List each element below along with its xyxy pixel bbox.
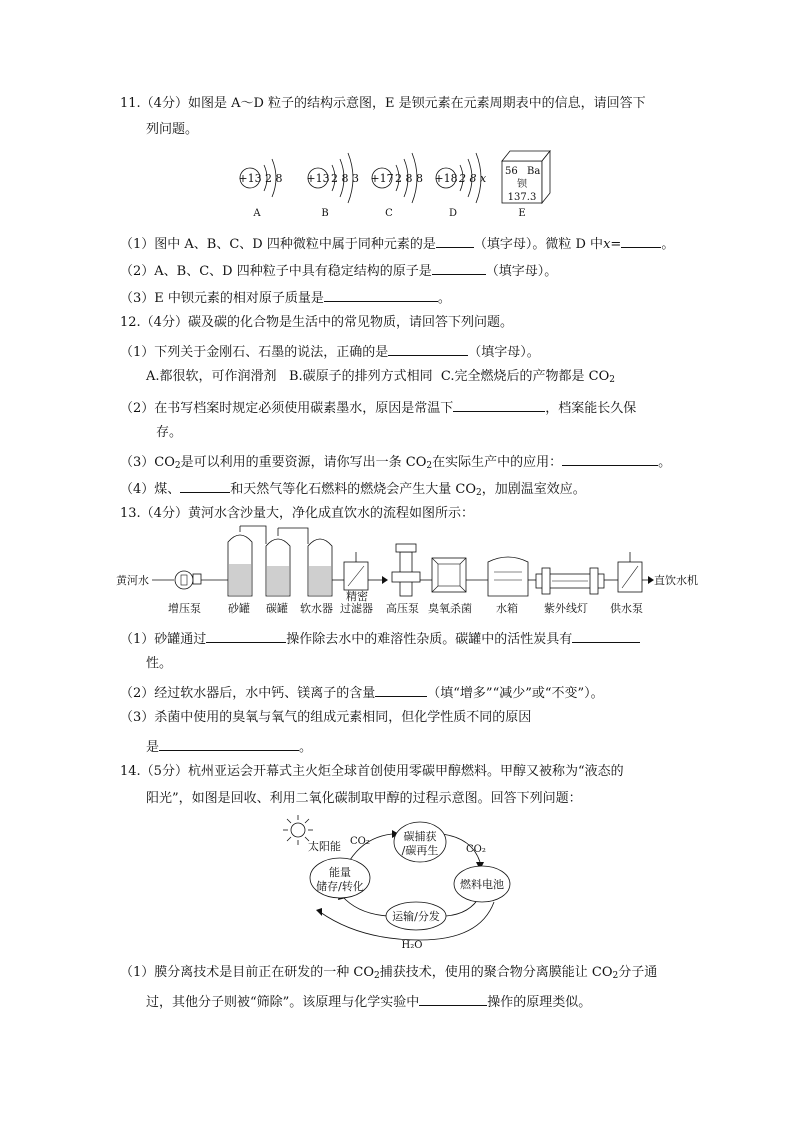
flow-input-label: 黄河水 <box>116 574 149 587</box>
atom-diagram-d <box>434 153 487 219</box>
q14-cycle-diagram <box>280 812 520 950</box>
q11-answer-blank-2[interactable] <box>621 233 661 248</box>
q14-answer-blank-1[interactable] <box>419 991 487 1006</box>
q12-part4-text-c: ，加剧温室效应。 <box>481 482 586 497</box>
q11-answer-blank-1[interactable] <box>436 233 474 248</box>
q11-part3 <box>120 287 451 308</box>
uv-lamp-icon <box>536 568 604 594</box>
element-number: 56 <box>505 166 518 177</box>
q13-part1 <box>120 628 640 649</box>
q14-part1-text-d: 过，其他分子则被“筛除”。该原理与化学实验中 <box>146 995 420 1010</box>
q13-part1-text-a: （1）砂罐通过 <box>120 632 207 647</box>
q12-options <box>146 368 615 389</box>
q13-part3-text-b: 是 <box>146 740 160 755</box>
atom-c-nucleus: +17 <box>370 172 394 185</box>
q12-part2-text-b: ，档案能长久保 <box>545 401 637 416</box>
q13-part2-text-b: （填“增多”“减少”或“不变”）。 <box>427 686 604 701</box>
q13-stem: 13.（4分）黄河水含沙量大，净化成直饮水的流程如图所示： <box>120 506 474 521</box>
atom-b-shells: 2 8 3 <box>331 172 359 185</box>
sand-tank-icon <box>228 526 252 596</box>
q11-part1-text-b: （填字母）。微粒 D 中 <box>473 237 604 252</box>
q12-part2-text-a: （2）在书写档案时规定必须使用碳素墨水，原因是常温下 <box>120 401 454 416</box>
q13-answer-blank-4[interactable] <box>159 736 299 751</box>
q14-part1-text-e: 操作的原理类似。 <box>487 995 592 1010</box>
atom-c-label: C <box>385 208 393 219</box>
element-cell-barium <box>502 151 550 219</box>
q14-part1-text-b: 捕获技术，使用的聚合物分离膜能让 CO <box>379 965 613 980</box>
q12-part2 <box>120 397 636 418</box>
flow-step-precision: 精密 <box>346 590 368 603</box>
softener-tank-icon <box>308 539 332 596</box>
q12-part4 <box>120 478 586 502</box>
q14-part1-cont <box>146 991 591 1012</box>
fuel-cell-label: 燃料电池 <box>460 878 504 891</box>
q13-answer-blank-2[interactable] <box>572 628 640 643</box>
q12-part1-text-a: （1）下列关于金刚石、石墨的说法，正确的是 <box>120 345 389 360</box>
atom-a-shells: 2 8 <box>265 172 283 185</box>
q13-part2-text-a: （2）经过软水器后，水中钙、镁离子的含量 <box>120 686 376 701</box>
q11-part2-text-b: （填字母）。 <box>485 264 558 279</box>
flow-step-filter: 过滤器 <box>340 602 373 615</box>
q13-answer-blank-3[interactable] <box>375 682 427 697</box>
supply-pump-icon <box>618 552 642 592</box>
q11-part2-text-a: （2）A、B、C、D 四种粒子中具有稳定结构的原子是 <box>120 264 432 279</box>
atom-c-shells: 2 8 8 <box>395 172 423 185</box>
co2-right-label: CO₂ <box>466 844 486 855</box>
q13-part2 <box>120 682 604 703</box>
flow-output-label: 直饮水机 <box>654 574 698 587</box>
q12-co2-subscript-1: 2 <box>174 461 181 471</box>
q11-part2 <box>120 260 557 281</box>
q14-part1 <box>120 964 657 985</box>
atom-d-shells: 2 8 x <box>459 172 487 185</box>
flow-step-booster-pump: 增压泵 <box>168 602 201 615</box>
atom-d-nucleus: +18 <box>434 172 458 185</box>
q11-answer-blank-4[interactable] <box>324 287 438 302</box>
energy-storage-label-1: 能量 <box>329 866 351 879</box>
q11-stem-line1: 11.（4分）如图是 A～D 粒子的结构示意图，E 是钡元素在元素周期表中的信息，请回答下 <box>120 96 646 111</box>
q12-stem: 12.（4分）碳及碳的化合物是生活中的常见物质，请回答下列问题。 <box>120 315 513 330</box>
q11-stem-line2: 列问题。 <box>146 122 199 137</box>
q11-part1-end: 。 <box>661 237 675 252</box>
solar-energy-label: 太阳能 <box>308 840 341 853</box>
atom-a-nucleus: +13 <box>238 172 262 185</box>
booster-pump-icon <box>175 571 201 589</box>
atom-diagram-a <box>238 159 282 219</box>
element-mass: 137.3 <box>507 192 537 203</box>
q11-part1-text-a: （1）图中 A、B、C、D 四种微粒中属于同种元素的是 <box>120 237 436 252</box>
carbon-capture-label-2: /碳再生 <box>401 844 439 857</box>
q12-part1-text-b: （填字母）。 <box>468 345 540 360</box>
q11-variable-x: x <box>603 237 611 252</box>
flow-step-ozone: 臭氧杀菌 <box>428 602 472 615</box>
atom-b-label: B <box>321 208 329 219</box>
q12-option-a: A.都很软，可作润滑剂 <box>146 369 277 384</box>
q13-part3: （3）杀菌中使用的臭氧与氧气的组成元素相同，但化学性质不同的原因 <box>120 710 532 725</box>
energy-storage-label-2: 储存/转化 <box>316 880 364 893</box>
q11-part3-text-a: （3）E 中钡元素的相对原子质量是 <box>120 291 324 306</box>
element-symbol: Ba <box>527 166 541 177</box>
transport-label: 运输/分发 <box>392 910 440 923</box>
q12-part2-cont: 存。 <box>156 425 183 440</box>
atom-b-nucleus: +13 <box>306 172 330 185</box>
transport-node <box>386 902 446 930</box>
q13-part3-end: 。 <box>299 740 313 755</box>
q12-option-b: B.碳原子的排列方式相同 <box>288 369 433 384</box>
carbon-capture-node <box>394 822 446 862</box>
q11-answer-blank-3[interactable] <box>432 260 486 275</box>
carbon-capture-label-1: 碳捕获 <box>403 830 437 843</box>
flow-step-water-tank: 水箱 <box>496 602 518 615</box>
water-label: H₂O <box>401 940 423 950</box>
q11-structure-figure <box>230 143 560 221</box>
co2-left-label: CO₂ <box>350 836 370 847</box>
q12-option-c-subscript: 2 <box>609 375 615 385</box>
flow-step-carbon-tank: 碳罐 <box>266 602 288 615</box>
q12-co2-subscript-3: 2 <box>476 488 482 498</box>
fuel-cell-node <box>454 866 510 902</box>
q13-part3-cont <box>146 736 312 757</box>
q11-part1 <box>120 233 674 254</box>
element-name: 钡 <box>517 179 527 190</box>
q13-flow-diagram <box>116 524 716 620</box>
q11-part3-end: 。 <box>437 291 451 306</box>
q14-stem-line1: 14.（5分）杭州亚运会开幕式主火炬全球首创使用零碳甲醇燃料。甲醇又被称为“液态的 <box>120 764 624 779</box>
atom-diagram-c <box>370 153 423 219</box>
q12-answer-blank-1[interactable] <box>388 341 468 356</box>
q14-co2-subscript-2: 2 <box>612 971 619 981</box>
carbon-tank-icon <box>266 528 290 596</box>
flow-step-uv-lamp: 紫外线灯 <box>544 602 588 615</box>
q12-part3-text-a: （3）CO <box>120 455 175 470</box>
q13-part1-text-b: 操作除去水中的难溶性杂质。碳罐中的活性炭具有 <box>286 632 573 647</box>
energy-storage-node <box>310 858 370 898</box>
q12-part3-text-c: 在实际生产中的应用： <box>432 455 563 470</box>
flow-step-high-pressure-pump: 高压泵 <box>386 602 419 615</box>
atom-diagram-b <box>306 153 359 219</box>
q12-answer-blank-4[interactable] <box>180 478 230 493</box>
flow-step-softener: 软水器 <box>300 602 333 615</box>
q12-answer-blank-3[interactable] <box>562 451 658 466</box>
water-tank-icon <box>488 557 528 596</box>
q14-part1-text-a: （1）膜分离技术是目前正在研发的一种 CO <box>120 965 375 980</box>
high-pressure-pump-icon <box>392 544 420 596</box>
q11-part1-equals: = <box>610 237 622 252</box>
atom-a-label: A <box>253 208 261 219</box>
q13-answer-blank-1[interactable] <box>206 628 286 643</box>
atom-d-label: D <box>448 208 458 219</box>
ozone-sterilizer-icon <box>432 558 466 592</box>
q12-option-c: C.完全燃烧后的产物都是 CO <box>440 369 610 384</box>
q14-part1-text-c: 分子通 <box>618 965 658 980</box>
q12-co2-subscript-2: 2 <box>426 461 433 471</box>
precision-filter-icon <box>344 552 368 590</box>
q12-part1 <box>120 341 540 362</box>
q14-stem-line2: 阳光”，如图是回收、利用二氧化碳制取甲醇的过程示意图。回答下列问题： <box>146 791 582 806</box>
q13-part1-cont: 性。 <box>146 656 173 671</box>
q12-part3-end: 。 <box>658 455 672 470</box>
element-label: E <box>518 208 526 219</box>
q14-co2-subscript-1: 2 <box>374 971 380 981</box>
flow-step-supply-pump: 供水泵 <box>610 602 643 615</box>
q12-answer-blank-2[interactable] <box>453 397 545 412</box>
q12-part4-text-b: 和天然气等化石燃料的燃烧会产生大量 CO <box>230 482 477 497</box>
flow-step-sand-tank: 砂罐 <box>228 602 250 615</box>
q12-part3 <box>120 451 671 475</box>
q12-part4-text-a: （4）煤、 <box>120 482 181 497</box>
q12-part3-text-b: 是可以利用的重要资源，请你写出一条 CO <box>180 455 427 470</box>
